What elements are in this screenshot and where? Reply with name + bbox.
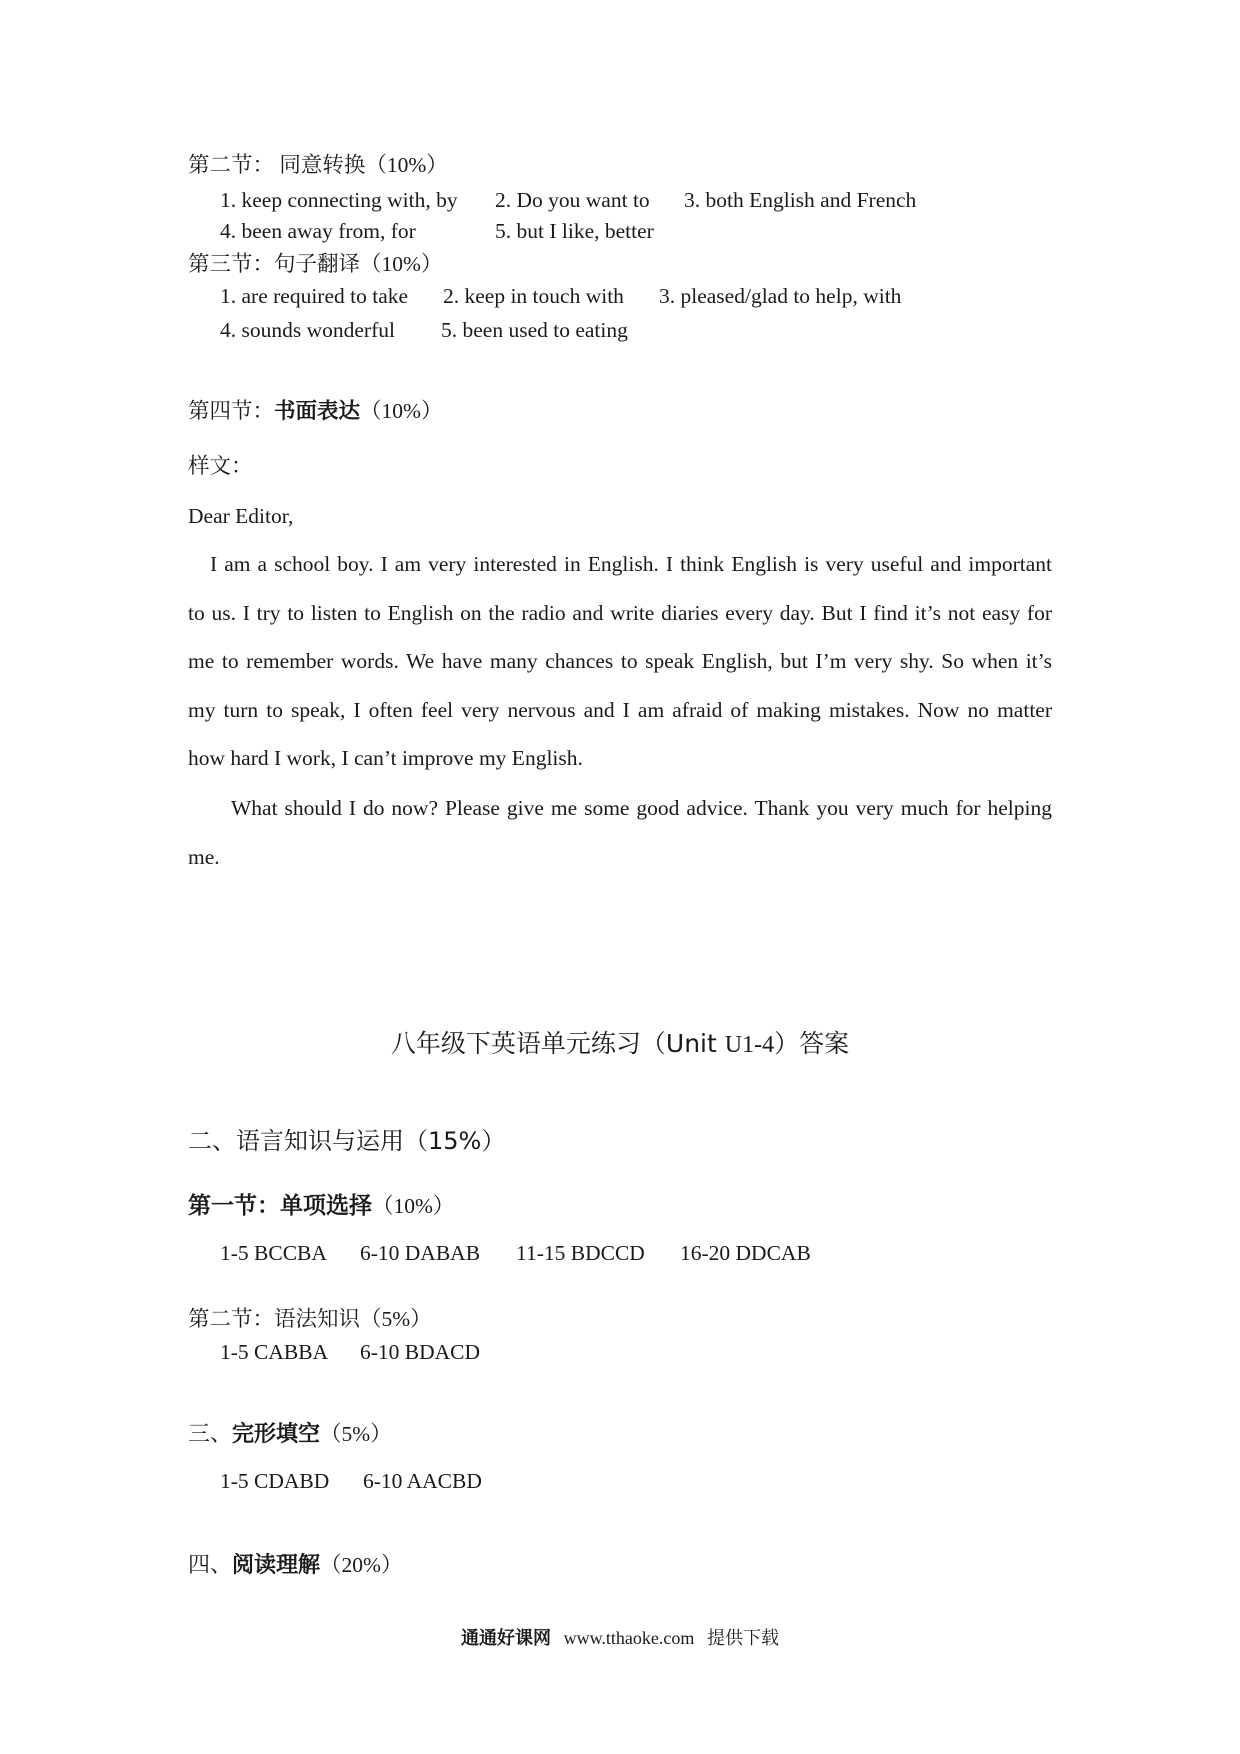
translation-answer-3: 3. pleased/glad to help, with xyxy=(659,284,902,308)
part3-heading-suffix: （5%） xyxy=(320,1422,392,1446)
answer-key-title-code: U1-4 xyxy=(724,1032,775,1058)
letter-paragraph-1-line-5: how hard I work, I can’t improve my English. xyxy=(188,746,583,770)
part4-heading-suffix: （20%） xyxy=(320,1553,403,1577)
letter-salutation: Dear Editor, xyxy=(188,504,294,528)
part3-heading-title: 完形填空 xyxy=(232,1421,321,1446)
choice-answers-11-15: 11-15 BDCCD xyxy=(516,1241,645,1265)
sample-label: 样文： xyxy=(188,454,253,478)
translation-answer-4: 4. sounds wonderful xyxy=(220,318,395,342)
part2-section1-heading-suffix: （10%） xyxy=(372,1194,455,1218)
footer-note: 提供下载 xyxy=(707,1628,779,1648)
letter-paragraph-1-line-2: to us. I try to listen to English on the radio and write diaries every day. But I find it’s not easy for xyxy=(188,601,1052,625)
paraphrase-heading: 第二节： 同意转换（10%） xyxy=(188,153,448,177)
part3-heading-prefix: 三、 xyxy=(188,1421,233,1446)
paraphrase-answer-5: 5. but I like, better xyxy=(495,219,654,243)
paraphrase-answer-1: 1. keep connecting with, by xyxy=(220,188,458,212)
writing-heading-title: 书面表达 xyxy=(274,399,361,423)
answer-key-title xyxy=(0,1026,1240,1062)
choice-answers-1-5: 1-5 BCCBA xyxy=(220,1241,327,1265)
cloze-answers-6-10: 6-10 AACBD xyxy=(363,1469,482,1493)
translation-answer-5: 5. been used to eating xyxy=(441,318,628,342)
footer-site-name: 通通好课网 xyxy=(461,1628,551,1648)
grammar-answers-6-10: 6-10 BDACD xyxy=(360,1340,481,1364)
part4-heading xyxy=(188,1549,402,1581)
page-footer xyxy=(0,1625,1240,1651)
choice-answers-16-20: 16-20 DDCAB xyxy=(680,1241,811,1265)
paraphrase-answer-3: 3. both English and French xyxy=(684,188,917,212)
answer-key-title-main: 八年级下英语单元练习（Unit xyxy=(390,1029,725,1058)
letter-paragraph-1-line-4: my turn to speak, I often feel very nervous and I am afraid of making mistakes. Now no matter xyxy=(188,698,1052,722)
footer-url: www.tthaoke.com xyxy=(563,1628,695,1648)
letter-paragraph-2-line-2: me. xyxy=(188,845,220,869)
paraphrase-answer-2: 2. Do you want to xyxy=(495,188,650,212)
cloze-answers-1-5: 1-5 CDABD xyxy=(220,1469,330,1493)
writing-heading xyxy=(188,396,442,426)
paraphrase-answer-4: 4. been away from, for xyxy=(220,219,416,243)
writing-heading-suffix: （10%） xyxy=(360,399,443,423)
part2-section1-heading-title: 第一节：单项选择 xyxy=(188,1193,372,1219)
part2-heading: 二、语言知识与运用（15%） xyxy=(188,1127,506,1155)
part4-heading-title: 阅读理解 xyxy=(232,1552,321,1577)
part2-section1-heading xyxy=(188,1190,454,1222)
letter-paragraph-1-line-1: I am a school boy. I am very interested in English. I think English is very useful and important xyxy=(210,552,1052,576)
part4-heading-prefix: 四、 xyxy=(188,1552,233,1577)
answer-key-title-end: ）答案 xyxy=(774,1029,850,1058)
translation-answer-2: 2. keep in touch with xyxy=(443,284,624,308)
part3-heading xyxy=(188,1418,392,1450)
letter-paragraph-2-line-1: What should I do now? Please give me some good advice. Thank you very much for helping xyxy=(231,796,1052,820)
translation-answer-1: 1. are required to take xyxy=(220,284,409,308)
part2-section2-heading: 第二节：语法知识（5%） xyxy=(188,1307,432,1331)
translation-heading: 第三节：句子翻译（10%） xyxy=(188,252,443,276)
grammar-answers-1-5: 1-5 CABBA xyxy=(220,1340,329,1364)
writing-heading-prefix: 第四节： xyxy=(188,399,275,423)
choice-answers-6-10: 6-10 DABAB xyxy=(360,1241,481,1265)
letter-paragraph-1-line-3: me to remember words. We have many chances to speak English, but I’m very shy. So when it’s xyxy=(188,649,1052,673)
